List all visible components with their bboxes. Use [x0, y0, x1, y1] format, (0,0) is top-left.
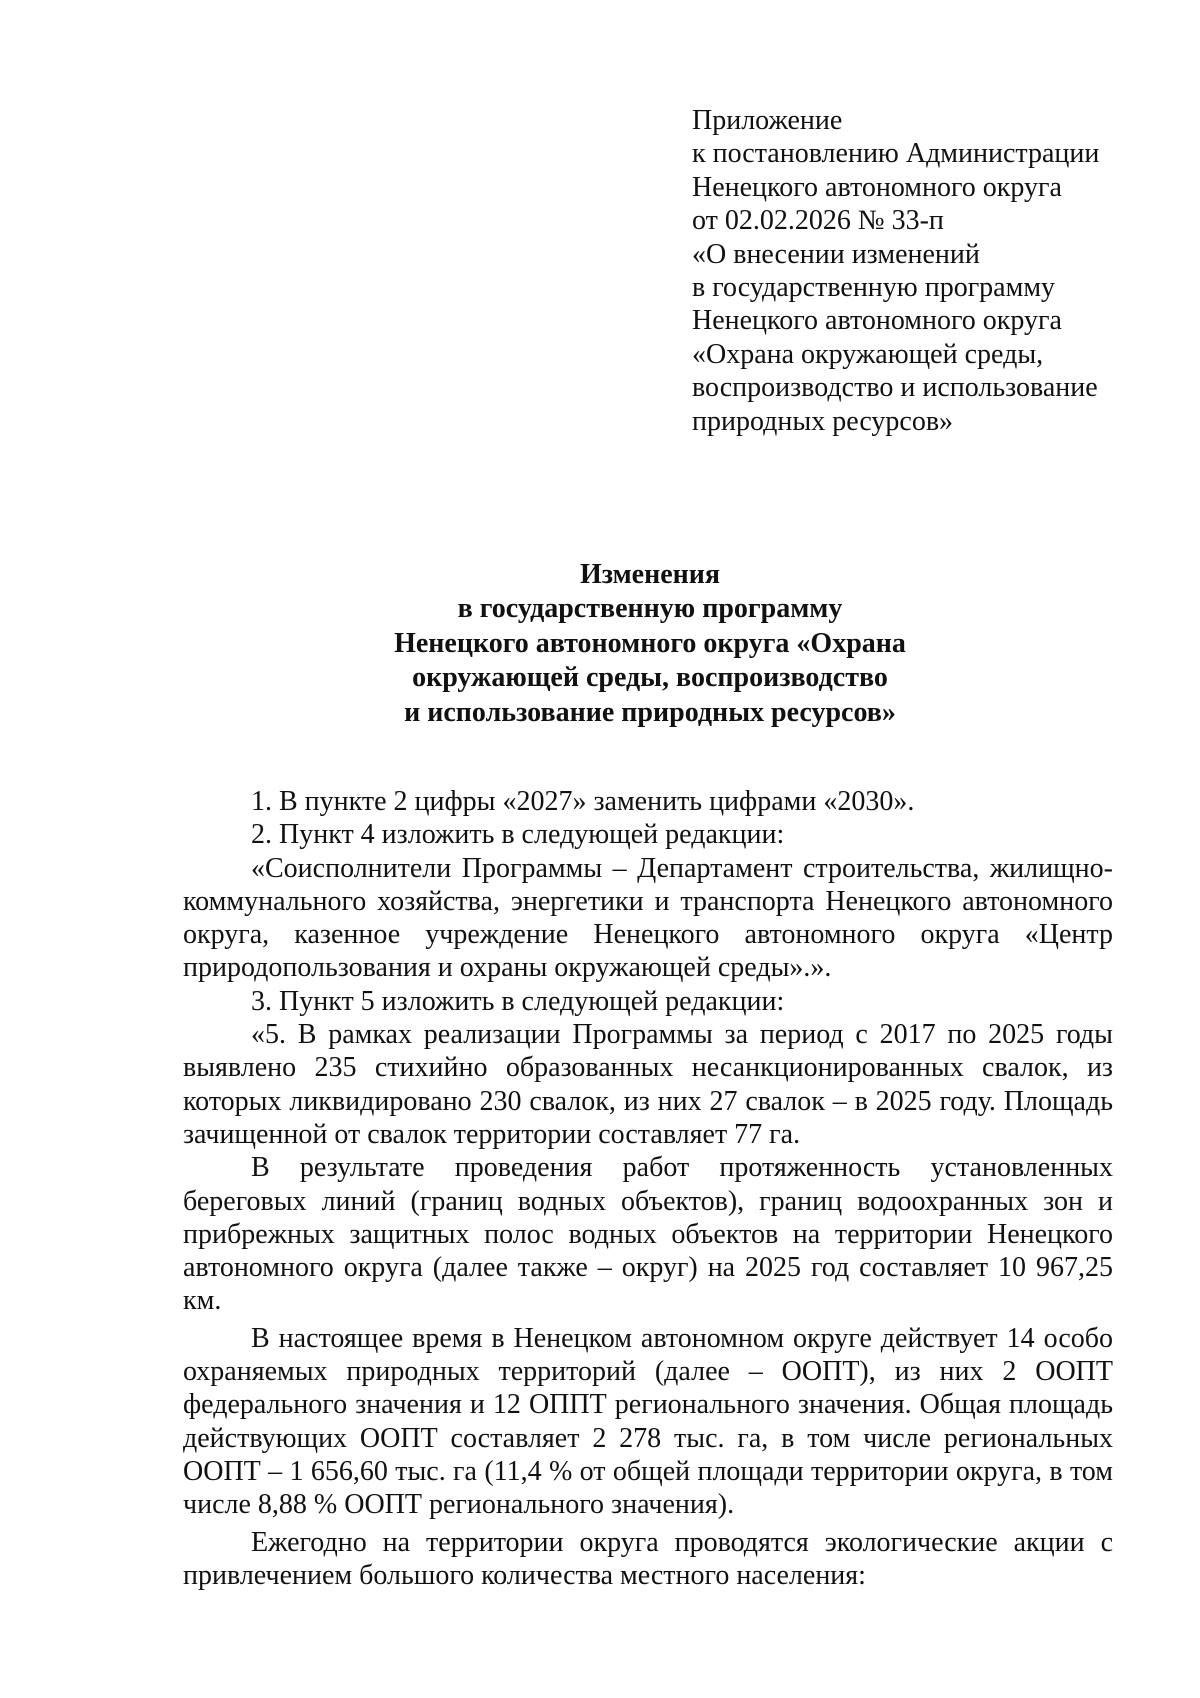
title-line: в государственную программу [457, 593, 843, 625]
paragraph: 2. Пункт 4 изложить в следующей редакции: [251, 819, 785, 851]
title-line: окружающей среды, воспроизводство [412, 662, 888, 694]
appendix-line: Ненецкого автономного округа [692, 305, 1062, 337]
paragraph: 1. В пункте 2 цифры «2027» заменить цифрами «2030». [251, 786, 915, 817]
document-title [150, 558, 1150, 730]
appendix-line: воспроизводство и использование [692, 372, 1098, 404]
document-body [183, 785, 1113, 1592]
paragraph: Ежегодно на территории округа проводятся экологические акции с привлечением большого количества местного населения: [183, 1526, 1113, 1591]
appendix-line: природных ресурсов» [692, 405, 954, 437]
appendix-line: Приложение [692, 105, 843, 136]
paragraph: «Соисполнители Программы – Департамент строительства, жилищно-коммунального хозяйства, энергетики и транспорта Ненецкого автономного округа, казенное учреждение Ненецкого автономного округа «Центр природопользования и охраны окружающей среды».». [183, 852, 1113, 984]
paragraph: 3. Пункт 5 изложить в следующей редакции: [251, 985, 785, 1017]
appendix-line: Ненецкого автономного округа [692, 171, 1062, 203]
paragraph: В настоящее время в Ненецком автономном округе действует 14 особо охраняемых природных территорий (далее – ООПТ), из них 2 ООПТ федерального значения и 12 ОППТ регионального значения. Общая площадь действующих ООПТ составляет 2 278 тыс. га, в том числе региональных ООПТ – 1 656,60 тыс. га (11,4 % от общей площади территории округа, в том числе 8,88 % ООПТ регионального значения). [183, 1322, 1113, 1521]
appendix-line: к постановлению Администрации [692, 138, 1100, 170]
appendix-line: «О внесении изменений [692, 238, 980, 270]
appendix-header [692, 104, 1162, 438]
title-line: Изменения [579, 559, 721, 590]
title-line: Ненецкого автономного округа «Охрана [394, 627, 906, 659]
appendix-line: в государственную программу [692, 272, 1056, 304]
appendix-line: от 02.02.2026 № 33-п [692, 205, 944, 237]
paragraph: «5. В рамках реализации Программы за период с 2017 по 2025 годы выявлено 235 стихийно образованных несанкционированных свалок, из которых ликвидировано 230 свалок, из них 27 свалок – в 2025 году. Площадь зачищенной от свалок территории составляет 77 га. [183, 1019, 1113, 1150]
appendix-line: «Охрана окружающей среды, [692, 338, 1044, 370]
title-line: и использование природных ресурсов» [404, 696, 896, 728]
paragraph: В результате проведения работ протяженность установленных береговых линий (границ водных объектов), границ водоохранных зон и прибрежных защитных полос водных объектов на территории Ненецкого автономного округа (далее также – округ) на 2025 год составляет 10 967,25 км. [183, 1152, 1113, 1317]
